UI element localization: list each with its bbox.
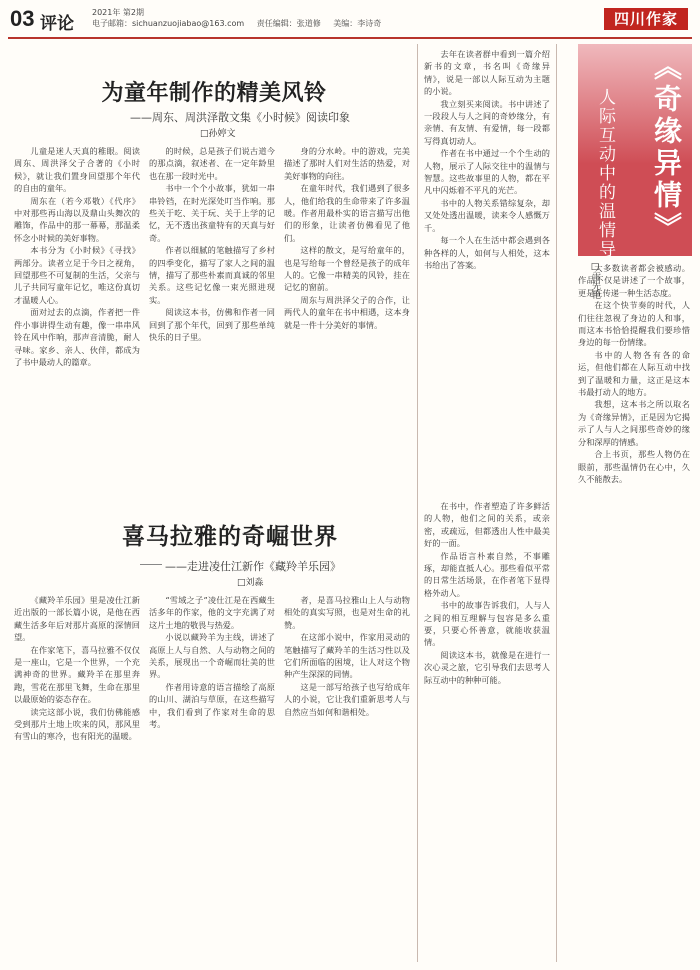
- paragraph: 在书中，作者塑造了许多鲜活的人物，他们之间的关系，或亲密，或疏远，但都透出人性中最美好的一面。: [424, 501, 550, 549]
- paragraph: 在这部小说中，作家用灵动的笔触描写了藏羚羊的生活习性以及它们所面临的困境，让人对这个物种产生深深的同情。: [284, 632, 410, 680]
- paragraph: 读完这部小说，我们仿佛能感受到那片土地上吹来的风，那风里有雪山的寒冷，也有阳光的温暖。: [14, 706, 140, 742]
- article3-subtitle: 人际互动中的温情导航: [595, 88, 615, 278]
- article2-column-2: [149, 594, 275, 960]
- brand-logo: 四川作家: [604, 8, 688, 30]
- masthead: [0, 0, 700, 38]
- article1-column-2: [149, 145, 275, 485]
- paragraph: 合上书页，那些人物仍在眼前，那些温情仍在心中，久久不能散去。: [578, 449, 690, 484]
- editor-credit: 责任编辑：张道修: [256, 19, 321, 28]
- article1-column-3: [284, 145, 410, 485]
- article2-author: □刘淼: [237, 578, 264, 588]
- article3-author: □雷先艳: [590, 262, 600, 299]
- paragraph: 我想，这本书之所以取名为《奇缘异情》，正是因为它揭示了人与人之间那些奇妙的缘分和深厚的情感。: [578, 399, 690, 447]
- article2-subtitle: ——走进凌仕江新作《藏羚羊乐园》: [165, 560, 341, 573]
- paragraph: 在这个快节奏的时代，人们往往忽视了身边的人和事，而这本书恰恰提醒我们要珍惜身边的每一份情缘。: [578, 300, 690, 348]
- paragraph: 儿童是迷人天真的稚眼。阅读周东、周洪泽父子合著的《小时候》，就让我们置身回望那个年代的自由的童年。: [14, 146, 140, 194]
- column-divider: [556, 44, 557, 962]
- paragraph: 阅读这本书，仿佛和作者一同回到了那个年代，回到了那些单纯快乐的日子里。: [149, 307, 275, 343]
- contact-email: 电子邮箱：sichuanzuojiabao@163.com: [92, 19, 245, 28]
- article3-column-2: [562, 262, 690, 960]
- paragraph: 《藏羚羊乐园》里是凌仕江新近出版的一部长篇小说，是他在西藏生活多年后对那片高原的深情回望。: [14, 595, 140, 643]
- article1-title: 为童年制作的精美风铃: [101, 81, 327, 106]
- paragraph: 身的分水岭。中的游戏，完美描述了那时人们对生活的热爱，对美好事物的向往。: [284, 146, 410, 181]
- subtitle-rule: [140, 564, 162, 565]
- paragraph: 这是一部写给孩子也写给成年人的小说，它让我们重新思考人与自然应当如何和谐相处。: [284, 681, 410, 717]
- article1-subtitle: ——周东、周洪泽散文集《小时候》阅读印象: [130, 111, 350, 124]
- article3-title: 《奇缘异情》: [650, 52, 683, 244]
- article2-column-3: [284, 594, 410, 960]
- paragraph: 作者在书中通过一个个生动的人物，展示了人际交往中的温情与智慧。这些故事里的人物，都在平凡中闪烁着不平凡的光芒。: [424, 148, 550, 196]
- paragraph: 阅读这本书，就像是在进行一次心灵之旅，它引导我们去思考人际互动中的种种可能。: [424, 649, 550, 685]
- article1-author: □孙婷文: [200, 129, 236, 139]
- masthead-rule: [8, 37, 692, 39]
- paragraph: 作者用诗意的语言描绘了高原的山川、湖泊与草原，在这些描写中，我们看到了作家对生命的思考。: [149, 681, 275, 730]
- section-name: 评论: [40, 14, 74, 34]
- paragraph: 我立刻买来阅读。书中讲述了一段段人与人之间的奇妙缘分，有亲情、有友情、有爱情，每一段都写得真切动人。: [424, 98, 550, 146]
- designer-credit: 美编：李诗奇: [333, 19, 382, 28]
- paragraph: 书中一个个小故事，犹如一串串铃铛，在时光深处叮当作响。那些关于吃、关于玩、关于上学的记忆，无不透出孩童特有的天真与好奇。: [149, 183, 275, 243]
- paragraph: 每一个人在生活中都会遇到各种各样的人，如何与人相处，这本书给出了答案。: [424, 235, 550, 270]
- paragraph: 这样的散文，是写给童年的，也是写给每一个曾经是孩子的成年人的。它像一串精美的风铃，挂在记忆的窗前。: [284, 245, 410, 293]
- paragraph: 周东与周洪泽父子的合作，让两代人的童年在书中相遇，这本身就是一件十分美好的事情。: [284, 294, 410, 330]
- paragraph: 作者以细腻的笔触描写了乡村的四季变化，描写了家人之间的温情，描写了那些朴素而真诚的邻里关系。这些记忆像一束光照进现实。: [149, 245, 275, 305]
- paragraph: 书中的故事告诉我们，人与人之间的相互理解与包容是多么重要，只要心怀善意，就能收获温情。: [424, 600, 550, 648]
- paragraph: 去年在读者群中看到一篇介绍新书的文章，书名叫《奇缘异情》，说是一部以人际互动为主题的小说。: [424, 49, 550, 97]
- article2-title: 喜马拉雅的奇崛世界: [122, 524, 338, 550]
- paragraph: 在作家笔下，喜马拉雅不仅仅是一座山，它是一个世界，一个充满神奇的世界。藏羚羊在那里奔跑，雪花在那里飞舞，生命在那里以最原始的姿态存在。: [14, 644, 140, 705]
- paragraph: 大多数读者都会被感动。作品不仅是讲述了一个故事，更是在传递一种生活态度。: [578, 263, 690, 298]
- paragraph: “雪域之子”凌仕江是在西藏生活多年的作家，他的文字充满了对这片土地的敬畏与热爱。: [149, 595, 275, 630]
- paragraph: 书中的人物各有各的命运，但他们都在人际互动中找到了温暖和力量，这正是这本书最打动人的地方。: [578, 349, 690, 398]
- paragraph: 的时候，总是孩子们说古道今的那点滴，叙述者、在一定年龄里也在那一段时光中。: [149, 146, 275, 181]
- paragraph: 面对过去的点滴，作者把一件件小事讲得生动有趣，像一串串风铃在风中作响，那声音清脆，耐人寻味。家乡、亲人、伙伴，都成为了书中最动人的篇章。: [14, 307, 140, 367]
- paragraph: 周东在（若今邓敬）《代序》中对那些再山海以及鼎山头舞次的雕饰，作品中的那一幕幕，那温柔怀念小时候的美好事物。: [14, 195, 140, 243]
- paragraph: 本书分为《小时候》《寻找》两部分。读者立足于今日之视角，回望那些不可复制的生活，父亲与儿子共同写童年记忆，唯这份真切才温暖人心。: [14, 245, 140, 305]
- paragraph: 在童年时代，我们遇到了很多人，他们给我的生命带来了许多温暖。作者用最朴实的语言描写出他们的形象，让读者仿佛看见了他们。: [284, 183, 410, 243]
- masthead-credits: [92, 18, 391, 29]
- paragraph: 者，是喜马拉雅山上人与动物相处的真实写照，也是对生命的礼赞。: [284, 595, 410, 630]
- paragraph: 书中的人物关系错综复杂，却又处处透出温暖，读来令人感慨万千。: [424, 197, 550, 233]
- article2-column-1: [14, 594, 140, 960]
- page-number: 03: [10, 6, 35, 31]
- paragraph: 小说以藏羚羊为主线，讲述了高原上人与自然、人与动物之间的关系，展现出一个奇崛而壮美的世界。: [149, 632, 275, 680]
- article3-column-1b: [424, 500, 550, 960]
- issue-date: 2021年 第2期: [92, 8, 144, 17]
- article1-column-1: [14, 145, 140, 485]
- paragraph: 作品语言朴素自然，不事雕琢，却能直抵人心。那些看似平常的日常生活场景，在作者笔下显得格外动人。: [424, 550, 550, 598]
- column-divider: [417, 44, 418, 962]
